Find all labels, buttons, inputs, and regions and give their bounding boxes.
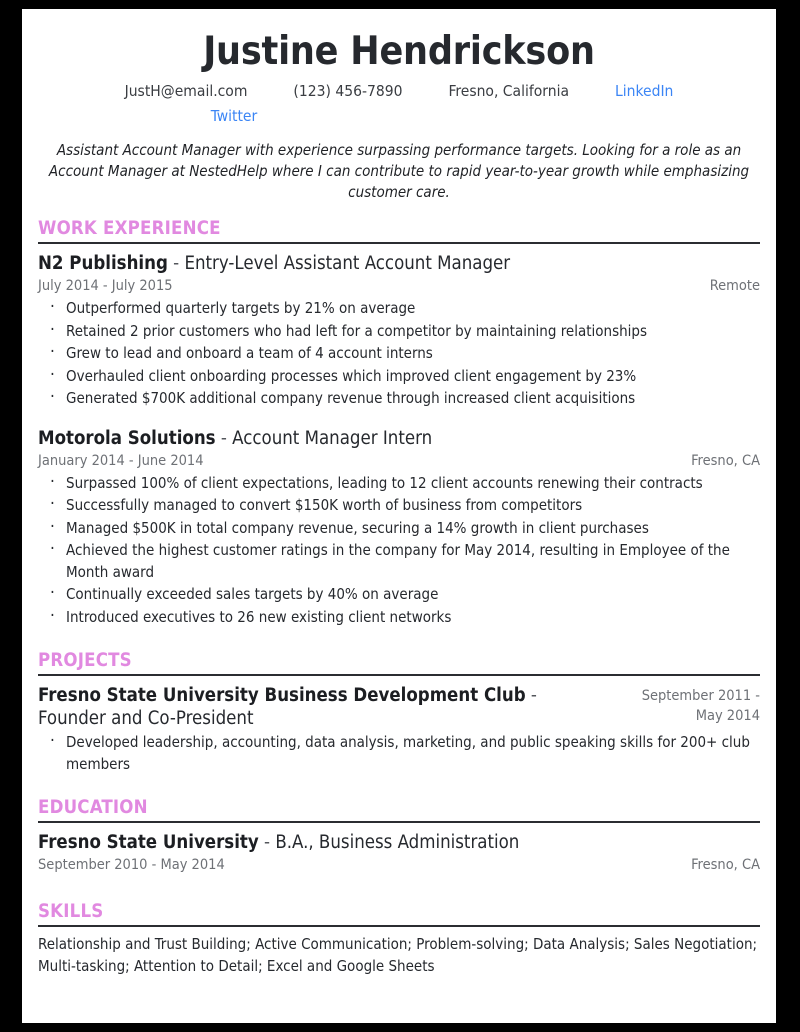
entry-dates: September 2011 - May 2014 xyxy=(641,688,760,724)
section-rule xyxy=(38,821,760,823)
entry-location: Fresno, CA xyxy=(691,857,760,873)
entry-organization: Motorola Solutions xyxy=(38,427,216,449)
entry-separator: - xyxy=(525,685,537,706)
section-education xyxy=(38,797,760,875)
entry-role: Entry-Level Assistant Account Manager xyxy=(184,253,511,274)
entry-organization: Fresno State University xyxy=(38,832,259,853)
bullet-item: · Grew to lead and onboard a team of 4 account interns xyxy=(38,343,760,365)
entry-role: Account Manager Intern xyxy=(232,427,433,449)
entry-organization: Fresno State University Business Development Club xyxy=(38,685,526,706)
entry-meta xyxy=(38,451,760,471)
section-heading-skills: SKILLS xyxy=(38,901,104,922)
bullet-item: · Introduced executives to 26 new existing client networks xyxy=(38,607,760,629)
contact-email[interactable]: JustH@email.com xyxy=(124,82,248,100)
bullet-item: · Outperformed quarterly targets by 21% on average xyxy=(38,298,760,320)
bullet-item: · Surpassed 100% of client expectations, leading to 12 client accounts renewing their contracts xyxy=(38,473,760,495)
resume-page xyxy=(22,9,776,1023)
bullet-item: · Achieved the highest customer ratings in the company for May 2014, resulting in Employee of the Month award xyxy=(38,540,760,583)
contact-linkedin-link[interactable]: LinkedIn xyxy=(615,82,674,100)
bullet-item: · Continually exceeded sales targets by 40% on average xyxy=(38,584,760,606)
entry-head xyxy=(38,684,760,730)
entry-role: B.A., Business Administration xyxy=(275,832,520,853)
entry-dates: September 2010 - May 2014 xyxy=(38,857,225,873)
project-entry xyxy=(38,684,760,775)
entry-location: Fresno, CA xyxy=(691,452,760,469)
entry-organization: N2 Publishing xyxy=(38,253,168,274)
entry-meta xyxy=(38,276,760,296)
contact-location: Fresno, California xyxy=(448,82,569,100)
bullet-item: · Managed $500K in total company revenue, securing a 14% growth in client purchases xyxy=(38,518,760,540)
bullet-item: · Generated $700K additional company revenue through increased client acquisitions xyxy=(38,388,760,410)
entry-dates: July 2014 - July 2015 xyxy=(38,278,173,294)
entry-title xyxy=(38,252,760,275)
entry-bullets xyxy=(38,473,760,629)
section-heading-education: EDUCATION xyxy=(38,797,148,818)
section-work-experience xyxy=(38,218,760,628)
entry-location: Remote xyxy=(709,278,760,294)
section-heading-projects: PROJECTS xyxy=(38,650,132,671)
candidate-name: Justine Hendrickson xyxy=(203,29,595,74)
entry-separator: - xyxy=(258,832,276,853)
section-heading-work-experience: WORK EXPERIENCE xyxy=(38,218,221,239)
section-rule xyxy=(38,242,760,244)
entry-title xyxy=(38,831,760,854)
entry-separator: - xyxy=(215,427,233,449)
bullet-item: · Retained 2 prior customers who had left for a competitor by maintaining relationships xyxy=(38,321,760,343)
bullet-item: · Developed leadership, accounting, data analysis, marketing, and public speaking skills for 200+ club members xyxy=(38,732,760,775)
skills-list: Relationship and Trust Building; Active Communication; Problem-solving; Data Analysis; Sales Negotiation; Multi-tasking; Attention to Detail; Excel and Google Sheets xyxy=(38,935,758,975)
professional-summary: Assistant Account Manager with experience surpassing performance targets. Looking for a role as an Account Manager at NestedHelp where I can contribute to rapid year-to-year growth while emphasizing customer care. xyxy=(48,141,750,201)
experience-entry xyxy=(38,252,760,410)
entry-dates: January 2014 - June 2014 xyxy=(38,452,204,469)
section-projects xyxy=(38,650,760,775)
entry-bullets xyxy=(38,298,760,410)
entry-meta xyxy=(38,855,760,875)
contact-phone: (123) 456-7890 xyxy=(293,82,403,100)
entry-title xyxy=(38,427,760,450)
entry-title xyxy=(38,684,600,730)
education-entry xyxy=(38,831,760,875)
contact-row xyxy=(38,79,760,128)
entry-bullets xyxy=(38,732,760,775)
section-skills xyxy=(38,901,760,977)
experience-entry xyxy=(38,427,760,629)
bullet-item: · Successfully managed to convert $150K worth of business from competitors xyxy=(38,495,760,517)
entry-separator: - xyxy=(167,253,185,274)
section-rule xyxy=(38,925,760,927)
bullet-item: · Overhauled client onboarding processes which improved client engagement by 23% xyxy=(38,366,760,388)
contact-twitter-link[interactable]: Twitter xyxy=(210,107,258,125)
section-rule xyxy=(38,674,760,676)
entry-role: Founder and Co-President xyxy=(38,708,254,729)
